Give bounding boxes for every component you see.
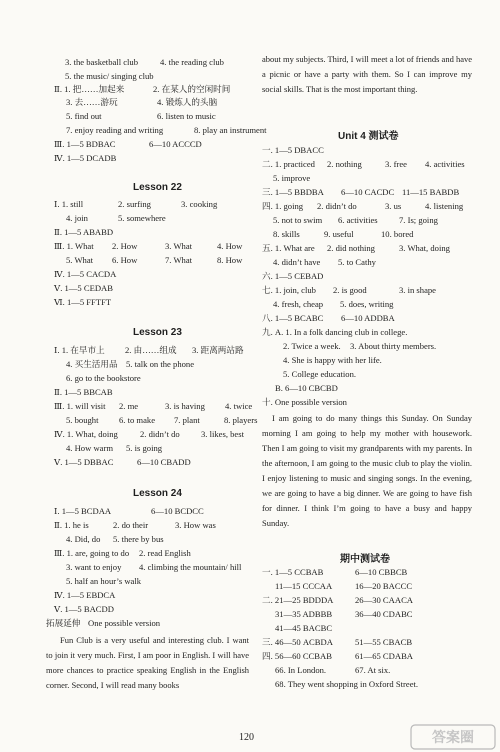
unit-4-essay: I am going to do many things this Sunday. On Sunday morning I am going to help my mother with housework. Then I am going to visit my grandparents with my parents. In the afternoon, I am going to the music club to play the violin. I enjoy listening to music and singing songs. In the evening, we are going to have a big dinner. We are going to have fish for dinner. I think I’m going to have a busy and happy Sunday. [262, 413, 472, 528]
page-number: 120 [239, 732, 254, 743]
lesson-24-essay: Fun Club is a very useful and interesting club. I want to join it very much. First, I am poor in English. I will have more chances to practice speaking English in the English corner. Second, I will read many books [46, 635, 249, 690]
lesson-23-heading: Lesson 23 [133, 327, 182, 338]
lesson-22-heading: Lesson 22 [133, 182, 182, 193]
lesson-24-heading: Lesson 24 [133, 488, 182, 499]
watermark-text: 答案圈 [432, 730, 474, 746]
midterm-test-heading: 期中测试卷 [340, 554, 390, 565]
unit-4-test-heading: Unit 4 测试卷 [338, 131, 399, 142]
watermark-logo [410, 724, 496, 750]
essay-continuation: about my subjects. Third, I will meet a lot of friends and have a picnic or have a party with them. So I can improve my social skills. That is the most important thing. [262, 54, 472, 94]
